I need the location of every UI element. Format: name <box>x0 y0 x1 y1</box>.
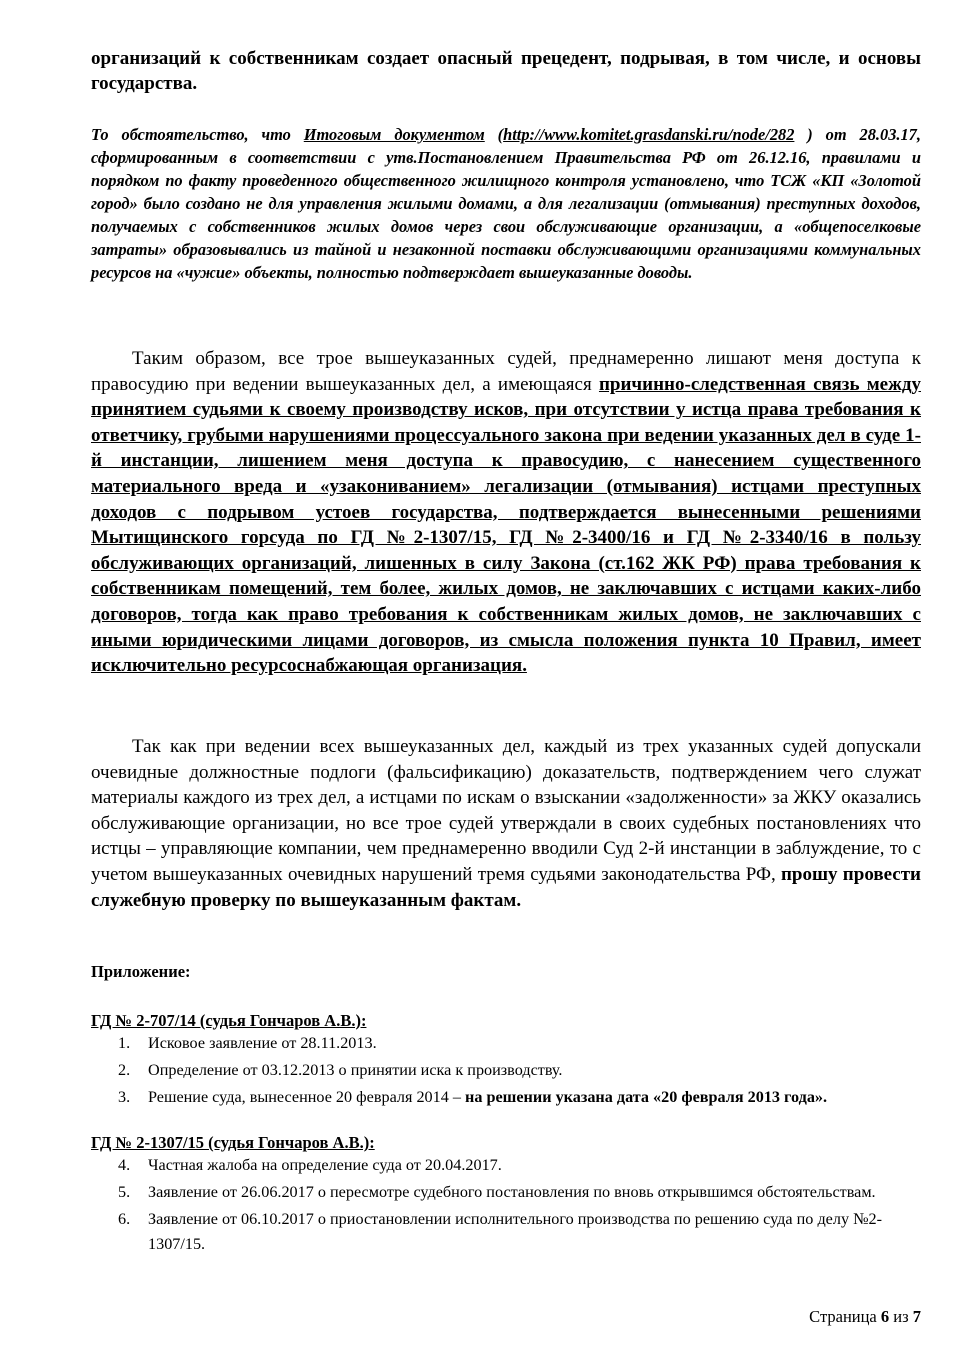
list-text: Заявление от 06.10.2017 о приостановлении исполнительного производства по решению суда по делу №2-1307/15. <box>148 1210 883 1253</box>
list-number: 5. <box>118 1183 131 1201</box>
footer-label: Страница <box>809 1307 877 1326</box>
footer-of: из <box>893 1307 909 1326</box>
list-number: 6. <box>118 1210 131 1228</box>
list-bold-note: на решении указана дата «20 февраля 2013 года». <box>465 1088 828 1106</box>
list-item <box>91 1180 921 1205</box>
case1-list <box>91 1031 921 1112</box>
list-number: 1. <box>118 1034 131 1052</box>
list-number: 4. <box>118 1156 131 1174</box>
list-item <box>91 1031 921 1056</box>
total-pages: 7 <box>912 1307 921 1326</box>
case2-list <box>91 1153 921 1259</box>
para2-final-document: Итоговым документом <box>303 125 485 144</box>
para4-normal: Так как при ведении всех вышеуказанных дел, каждый из трех указанных судей допускали очевидные должностные подлоги (фальсификацию) доказательств, подтверждением чего служат материалы каждого из трех дел, а истцами по искам о взыскании «задолженности» за ЖКУ оказались обслуживающие организации, но все трое судей утверждали в своих судебных постановлениях что истцы – управляющие компании, чем преднамеренно вводили Суд 2-й инстанции в заблуждение, то с учетом вышеуказанных очевидных нарушений тремя судьями законодательства РФ, <box>91 736 921 885</box>
request-paragraph <box>91 734 921 913</box>
para2-part1: То обстоятельство, что <box>91 125 304 144</box>
para4-request: прошу провести служебную проверку по вышеуказанным фактам. <box>91 863 921 911</box>
paragraph-continuation: организаций к собственникам создает опасный прецедент, подрывая, в том числе, и основы государства. <box>91 48 921 94</box>
list-number: 2. <box>118 1061 131 1079</box>
reference-link[interactable]: http://www.komitet.grasdanski.ru/node/282 <box>503 125 795 144</box>
current-page-number: 6 <box>880 1307 890 1326</box>
list-number: 3. <box>118 1088 131 1106</box>
page-footer <box>809 1307 921 1327</box>
list-text: Исковое заявление от 28.11.2013. <box>148 1034 377 1052</box>
list-item <box>91 1207 921 1257</box>
list-item <box>91 1058 921 1083</box>
italic-paragraph <box>91 123 921 284</box>
list-text: Частная жалоба на определение суда от 20.04.2017. <box>148 1156 502 1174</box>
list-text: Определение от 03.12.2013 о принятии иска к производству. <box>148 1061 563 1079</box>
list-text: Заявление от 26.06.2017 о пересмотре судебного постановления по вновь открывшимся обстоятельствам. <box>148 1183 876 1201</box>
case2-title: ГД № 2-1307/15 (судья Гончаров А.В.): <box>91 1133 375 1152</box>
conclusion-paragraph <box>91 346 921 679</box>
list-text: Решение суда, вынесенное 20 февраля 2014 – <box>148 1088 466 1106</box>
list-item <box>91 1153 921 1178</box>
para2-part4: ) от 28.03.17, сформированным в соответствии с утв.Постановлением Правительства РФ от 26.12.16, правилами и порядком по факту проведенного общественного жилищного контроля установлено, что ТСЖ «КП «Золотой город» было создано не для управления жилыми домами, а для легализации (отмывания) преступных доходов, получаемых с собственников жилых домов через свои обслуживающие организации, а «общепоселковые затраты» образовывались из тайной и незаконной поставки обслуживающими организациями коммунальных ресурсов на «чужие» объекты, полностью подтверждает вышеуказанные доводы. <box>91 125 921 282</box>
para2-part3: ( <box>484 125 504 144</box>
case1-title: ГД № 2-707/14 (судья Гончаров А.В.): <box>91 1011 367 1030</box>
list-item <box>91 1085 921 1110</box>
para3-normal: Таким образом, все трое вышеуказанных судей, преднамеренно лишают меня доступа к правосудию при ведении вышеуказанных дел, а имеющаяся <box>91 348 921 395</box>
appendix-title: Приложение: <box>91 962 191 981</box>
para3-bold-underlined: причинно-следственная связь между принятием судьями к своему производству исков, при отсутствии у истца права требования к ответчику, грубыми нарушениями процессуального закона при ведении указанных дел в суде 1-й инстанции, лишением меня доступа к правосудию, с нанесением существенного материального вреда и «узакониванием» легализации (отмывания) истцами преступных доходов с подрывом устоев государства, подтверждается вынесенными решениями Мытищинского горсуда по ГД №2-1307/15, ГД №2-3400/16 и ГД №2-3340/16 в пользу обслуживающих организаций, лишенных в силу Закона (ст.162 ЖК РФ) права требования к собственникам помещений, тем более, жилых домов, не заключавших с истцами каких-либо договоров, тогда как право требования к собственникам жилых домов, не заключавших с иными юридическими лицами договоров, из смысла положения пункта 10 Правил, имеет исключительно ресурсоснабжающая организация. <box>91 373 921 677</box>
